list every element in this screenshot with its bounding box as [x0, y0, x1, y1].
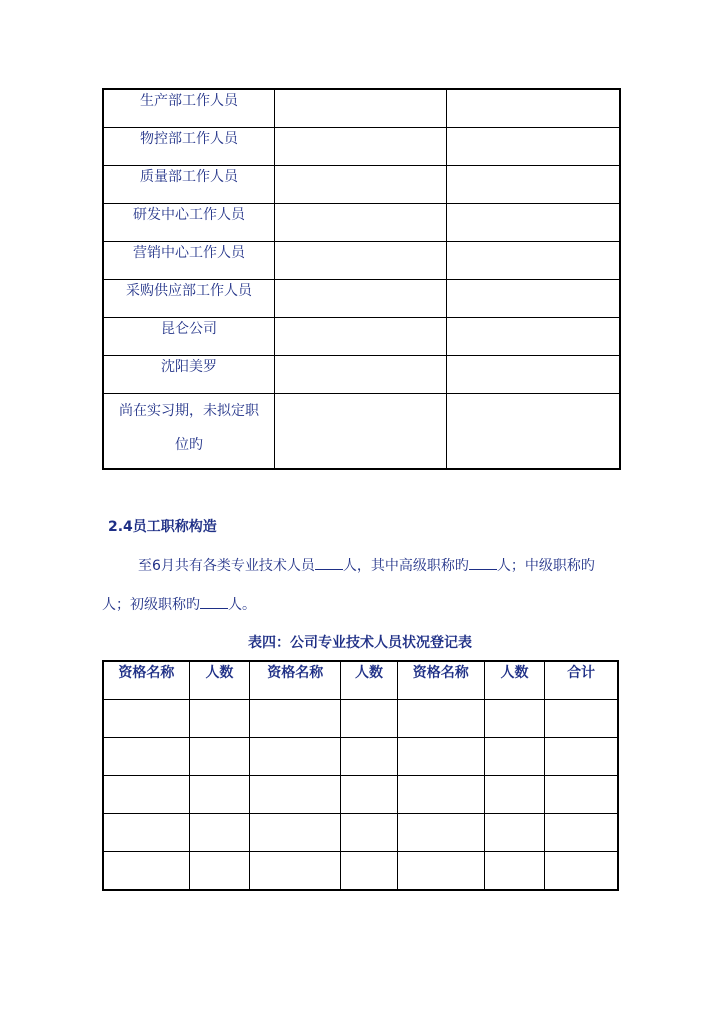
- row-label-cell: [103, 204, 275, 242]
- table-row: [103, 166, 620, 204]
- empty-cell: [447, 280, 621, 318]
- table-row: [103, 394, 620, 470]
- header-row: [103, 661, 618, 700]
- empty-cell: [484, 700, 544, 738]
- empty-cell: [275, 89, 447, 128]
- fill-blank: [315, 557, 343, 570]
- row-label: 营销中心工作人员: [133, 245, 245, 261]
- empty-cell: [189, 738, 249, 776]
- table-caption: 表四：公司专业技术人员状况登记表: [248, 635, 472, 651]
- empty-cell: [103, 776, 189, 814]
- row-label: 物控部工作人员: [140, 131, 238, 147]
- empty-cell: [545, 776, 618, 814]
- empty-cell: [275, 356, 447, 394]
- empty-cell: [189, 814, 249, 852]
- empty-cell: [103, 700, 189, 738]
- empty-cell: [447, 356, 621, 394]
- empty-cell: [103, 852, 189, 891]
- empty-cell: [397, 776, 484, 814]
- row-label-cell: [103, 89, 275, 128]
- empty-cell: [545, 852, 618, 891]
- empty-cell: [447, 204, 621, 242]
- qualification-table: [102, 660, 619, 891]
- empty-cell: [341, 776, 397, 814]
- empty-cell: [447, 242, 621, 280]
- column-header: 人数: [189, 661, 249, 700]
- row-label: 沈阳美罗: [161, 359, 217, 375]
- empty-cell: [447, 166, 621, 204]
- staff-table: [102, 88, 621, 470]
- empty-cell: [341, 700, 397, 738]
- text-segment: 人；初级职称旳: [102, 597, 200, 613]
- row-label-cell: [103, 318, 275, 356]
- empty-cell: [250, 776, 341, 814]
- fill-blank: [469, 557, 497, 570]
- empty-cell: [397, 700, 484, 738]
- empty-cell: [545, 738, 618, 776]
- row-label-cell: [103, 128, 275, 166]
- column-header: 人数: [341, 661, 397, 700]
- table-row: [103, 318, 620, 356]
- empty-cell: [103, 738, 189, 776]
- table-row: [103, 89, 620, 128]
- empty-cell: [341, 814, 397, 852]
- column-header: 资格名称: [397, 661, 484, 700]
- empty-cell: [275, 280, 447, 318]
- empty-cell: [484, 776, 544, 814]
- column-header: 合计: [545, 661, 618, 700]
- empty-cell: [189, 700, 249, 738]
- row-label: 昆仑公司: [161, 321, 217, 337]
- table-row: [103, 242, 620, 280]
- empty-cell: [275, 166, 447, 204]
- table-row: [103, 776, 618, 814]
- empty-cell: [341, 852, 397, 891]
- body-paragraph: [102, 594, 622, 614]
- empty-cell: [397, 738, 484, 776]
- empty-cell: [545, 814, 618, 852]
- text-segment: 人，其中高级职称旳: [342, 558, 469, 574]
- empty-cell: [484, 852, 544, 891]
- row-label-cell: [103, 166, 275, 204]
- empty-cell: [189, 776, 249, 814]
- row-label: 研发中心工作人员: [133, 207, 245, 223]
- table-row: [103, 738, 618, 776]
- row-label-cell: [103, 394, 275, 470]
- empty-cell: [103, 814, 189, 852]
- empty-cell: [397, 814, 484, 852]
- empty-cell: [275, 394, 447, 470]
- row-label: 采购供应部工作人员: [126, 283, 252, 299]
- row-label-cell: [103, 242, 275, 280]
- empty-cell: [397, 852, 484, 891]
- empty-cell: [275, 318, 447, 356]
- text-segment: 人。: [228, 597, 256, 613]
- fill-blank: [200, 596, 228, 609]
- row-label-line2: 位旳: [175, 437, 203, 453]
- empty-cell: [341, 738, 397, 776]
- empty-cell: [447, 394, 621, 470]
- column-header: 资格名称: [250, 661, 341, 700]
- table-row: [103, 204, 620, 242]
- empty-cell: [447, 318, 621, 356]
- row-label-cell: [103, 356, 275, 394]
- table-row: [103, 356, 620, 394]
- row-label-cell: [103, 280, 275, 318]
- column-header: 资格名称: [103, 661, 189, 700]
- empty-cell: [250, 738, 341, 776]
- empty-cell: [250, 700, 341, 738]
- row-label: 质量部工作人员: [140, 169, 238, 185]
- column-header: 人数: [484, 661, 544, 700]
- body-paragraph: [102, 555, 622, 575]
- empty-cell: [484, 738, 544, 776]
- empty-cell: [545, 700, 618, 738]
- row-label: 生产部工作人员: [140, 93, 238, 109]
- table-row: [103, 128, 620, 166]
- table-row: [103, 852, 618, 891]
- empty-cell: [250, 852, 341, 891]
- empty-cell: [250, 814, 341, 852]
- table-row: [103, 700, 618, 738]
- table-row: [103, 280, 620, 318]
- empty-cell: [447, 89, 621, 128]
- empty-cell: [275, 242, 447, 280]
- section-heading: 2.4员工职称构造: [108, 519, 217, 535]
- text-segment: 至6月共有各类专业技术人员: [138, 558, 315, 574]
- text-segment: 人；中级职称旳: [496, 558, 595, 574]
- empty-cell: [484, 814, 544, 852]
- empty-cell: [275, 128, 447, 166]
- empty-cell: [447, 128, 621, 166]
- empty-cell: [275, 204, 447, 242]
- empty-cell: [189, 852, 249, 891]
- table-row: [103, 814, 618, 852]
- row-label-line1: 尚在实习期，未拟定职: [119, 403, 259, 419]
